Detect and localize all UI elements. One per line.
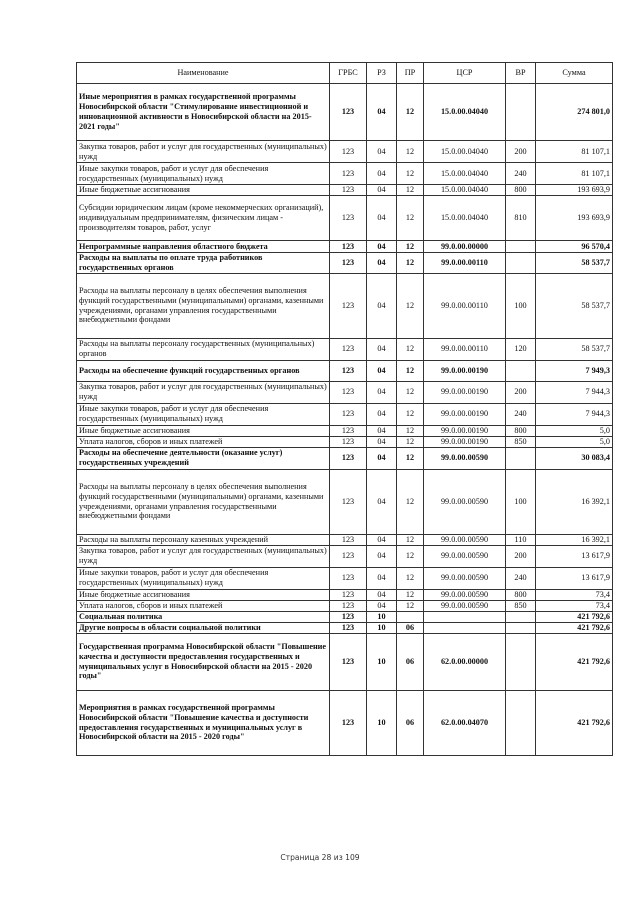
cell-rz: 04 [367, 360, 397, 381]
cell-vr [506, 447, 536, 469]
cell-csr: 15.0.00.04040 [424, 84, 506, 141]
cell-csr: 15.0.00.04040 [424, 196, 506, 241]
cell-pr: 12 [397, 253, 424, 274]
cell-pr: 12 [397, 589, 424, 600]
cell-vr [506, 253, 536, 274]
cell-sum: 73,4 [536, 589, 613, 600]
cell-sum: 193 693,9 [536, 185, 613, 196]
cell-sum: 73,4 [536, 600, 613, 611]
cell-sum: 13 617,9 [536, 545, 613, 567]
cell-vr: 110 [506, 534, 536, 545]
table-header-row [77, 63, 613, 84]
cell-pr: 12 [397, 469, 424, 534]
cell-pr: 12 [397, 403, 424, 425]
cell-grbs: 123 [330, 589, 367, 600]
cell-sum: 58 537,7 [536, 273, 613, 338]
cell-name: Иные бюджетные ассигнования [77, 589, 330, 600]
cell-grbs: 123 [330, 403, 367, 425]
cell-csr: 15.0.00.04040 [424, 185, 506, 196]
cell-grbs: 123 [330, 622, 367, 633]
cell-vr: 240 [506, 403, 536, 425]
cell-name: Уплата налогов, сборов и иных платежей [77, 600, 330, 611]
cell-sum: 13 617,9 [536, 567, 613, 589]
table-row [77, 403, 613, 425]
cell-name: Иные мероприятия в рамках государственной программы Новосибирской области "Стимулирование инвестиционной и инновационной активности в Новосибирской области на 2015-2021 годы" [77, 84, 330, 141]
cell-vr: 850 [506, 436, 536, 447]
cell-sum: 58 537,7 [536, 338, 613, 360]
cell-grbs: 123 [330, 84, 367, 141]
cell-csr: 99.0.00.00110 [424, 253, 506, 274]
cell-csr: 99.0.00.00590 [424, 469, 506, 534]
cell-vr: 850 [506, 600, 536, 611]
cell-sum: 81 107,1 [536, 163, 613, 185]
cell-grbs: 123 [330, 273, 367, 338]
table-row [77, 141, 613, 163]
cell-sum: 58 537,7 [536, 253, 613, 274]
cell-pr: 12 [397, 534, 424, 545]
cell-csr: 99.0.00.00190 [424, 381, 506, 403]
cell-name: Уплата налогов, сборов и иных платежей [77, 436, 330, 447]
header-sum: Сумма [536, 63, 613, 84]
cell-rz: 04 [367, 253, 397, 274]
cell-pr: 12 [397, 196, 424, 241]
cell-rz: 04 [367, 84, 397, 141]
cell-csr: 99.0.00.00590 [424, 567, 506, 589]
table-row [77, 84, 613, 141]
cell-csr [424, 622, 506, 633]
cell-pr: 12 [397, 163, 424, 185]
cell-rz: 10 [367, 611, 397, 622]
cell-name: Другие вопросы в области социальной политики [77, 622, 330, 633]
cell-csr: 99.0.00.00590 [424, 545, 506, 567]
table-row [77, 196, 613, 241]
cell-csr: 99.0.00.00590 [424, 589, 506, 600]
cell-rz: 04 [367, 545, 397, 567]
cell-grbs: 123 [330, 185, 367, 196]
cell-rz: 04 [367, 469, 397, 534]
cell-csr: 99.0.00.00190 [424, 436, 506, 447]
cell-pr: 12 [397, 84, 424, 141]
cell-sum: 7 944,3 [536, 403, 613, 425]
cell-rz: 04 [367, 185, 397, 196]
header-grbs: ГРБС [330, 63, 367, 84]
cell-grbs: 123 [330, 253, 367, 274]
cell-rz: 04 [367, 425, 397, 436]
cell-rz: 04 [367, 589, 397, 600]
cell-vr [506, 241, 536, 253]
header-pr: ПР [397, 63, 424, 84]
table-row [77, 534, 613, 545]
table-row [77, 185, 613, 196]
cell-grbs: 123 [330, 436, 367, 447]
cell-pr [397, 611, 424, 622]
cell-grbs: 123 [330, 360, 367, 381]
cell-grbs: 123 [330, 633, 367, 690]
cell-name: Иные закупки товаров, работ и услуг для обеспечения государственных (муниципальных) нужд [77, 567, 330, 589]
cell-rz: 04 [367, 196, 397, 241]
cell-pr: 12 [397, 360, 424, 381]
cell-name: Мероприятия в рамках государственной программы Новосибирской области "Повышение качества и доступности предоставления государственных и муниципальных услуг в Новосибирской области на 2015 - 2020 годы" [77, 690, 330, 755]
cell-name: Иные закупки товаров, работ и услуг для обеспечения государственных (муниципальных) нужд [77, 163, 330, 185]
cell-name: Государственная программа Новосибирской области "Повышение качества и доступности предоставления государственных и муниципальных услуг в Новосибирской области на 2015 - 2020 годы" [77, 633, 330, 690]
cell-name: Расходы на выплаты по оплате труда работников государственных органов [77, 253, 330, 274]
table-row [77, 633, 613, 690]
cell-rz: 04 [367, 403, 397, 425]
cell-grbs: 123 [330, 545, 367, 567]
cell-sum: 5,0 [536, 436, 613, 447]
cell-csr: 99.0.00.00000 [424, 241, 506, 253]
cell-sum: 7 944,3 [536, 381, 613, 403]
cell-rz: 04 [367, 338, 397, 360]
cell-vr: 200 [506, 141, 536, 163]
cell-grbs: 123 [330, 469, 367, 534]
cell-vr: 200 [506, 381, 536, 403]
cell-pr: 06 [397, 690, 424, 755]
cell-rz: 10 [367, 690, 397, 755]
cell-csr: 99.0.00.00590 [424, 600, 506, 611]
cell-vr [506, 611, 536, 622]
cell-sum: 96 570,4 [536, 241, 613, 253]
cell-grbs: 123 [330, 141, 367, 163]
cell-csr: 99.0.00.00110 [424, 338, 506, 360]
table-body [77, 84, 613, 756]
cell-name: Непрограммные направления областного бюджета [77, 241, 330, 253]
table-row [77, 589, 613, 600]
cell-csr: 62.0.00.00000 [424, 633, 506, 690]
cell-vr: 100 [506, 469, 536, 534]
cell-sum: 421 792,6 [536, 690, 613, 755]
cell-pr: 12 [397, 185, 424, 196]
cell-name: Расходы на обеспечение функций государственных органов [77, 360, 330, 381]
table-row [77, 567, 613, 589]
cell-csr: 99.0.00.00590 [424, 534, 506, 545]
cell-sum: 5,0 [536, 425, 613, 436]
cell-grbs: 123 [330, 196, 367, 241]
cell-sum: 421 792,6 [536, 622, 613, 633]
table-row [77, 436, 613, 447]
cell-pr: 12 [397, 273, 424, 338]
cell-vr [506, 84, 536, 141]
table-row [77, 622, 613, 633]
cell-csr: 62.0.00.04070 [424, 690, 506, 755]
cell-rz: 04 [367, 600, 397, 611]
cell-csr [424, 611, 506, 622]
header-name: Наименование [77, 63, 330, 84]
cell-vr [506, 622, 536, 633]
cell-rz: 04 [367, 141, 397, 163]
cell-name: Иные бюджетные ассигнования [77, 425, 330, 436]
cell-rz: 04 [367, 534, 397, 545]
cell-rz: 04 [367, 381, 397, 403]
cell-name: Расходы на выплаты персоналу в целях обеспечения выполнения функций государственными (муниципальными) органами, казенными учреждениями, органами управления государственными внебюджетными фондами [77, 469, 330, 534]
cell-vr [506, 690, 536, 755]
cell-rz: 04 [367, 241, 397, 253]
cell-name: Расходы на выплаты персоналу в целях обеспечения выполнения функций государственными (муниципальными) органами, казенными учреждениями, органами управления государственными внебюджетными фондами [77, 273, 330, 338]
cell-name: Иные бюджетные ассигнования [77, 185, 330, 196]
cell-pr: 12 [397, 567, 424, 589]
cell-vr [506, 633, 536, 690]
table-row [77, 545, 613, 567]
cell-pr: 12 [397, 436, 424, 447]
cell-grbs: 123 [330, 534, 367, 545]
cell-grbs: 123 [330, 567, 367, 589]
table-row [77, 360, 613, 381]
table-row [77, 253, 613, 274]
cell-sum: 421 792,6 [536, 611, 613, 622]
cell-rz: 04 [367, 436, 397, 447]
cell-grbs: 123 [330, 611, 367, 622]
table-row [77, 241, 613, 253]
cell-rz: 10 [367, 633, 397, 690]
table-row [77, 273, 613, 338]
cell-vr: 240 [506, 567, 536, 589]
cell-pr: 12 [397, 425, 424, 436]
page-footer: Страница 28 из 109 [280, 853, 360, 862]
cell-sum: 7 949,3 [536, 360, 613, 381]
cell-pr: 12 [397, 338, 424, 360]
cell-grbs: 123 [330, 338, 367, 360]
cell-grbs: 123 [330, 447, 367, 469]
cell-rz: 04 [367, 163, 397, 185]
cell-vr: 240 [506, 163, 536, 185]
cell-vr: 120 [506, 338, 536, 360]
cell-csr: 15.0.00.04040 [424, 163, 506, 185]
header-csr: ЦСР [424, 63, 506, 84]
cell-rz: 04 [367, 273, 397, 338]
table-row [77, 425, 613, 436]
cell-vr: 100 [506, 273, 536, 338]
cell-pr: 12 [397, 381, 424, 403]
table-row [77, 447, 613, 469]
cell-name: Расходы на выплаты персоналу казенных учреждений [77, 534, 330, 545]
cell-pr: 06 [397, 633, 424, 690]
table-row [77, 381, 613, 403]
cell-grbs: 123 [330, 241, 367, 253]
cell-grbs: 123 [330, 381, 367, 403]
cell-vr: 810 [506, 196, 536, 241]
cell-name: Расходы на обеспечение деятельности (оказание услуг) государственных учреждений [77, 447, 330, 469]
cell-vr [506, 360, 536, 381]
cell-rz: 04 [367, 567, 397, 589]
budget-table [76, 62, 613, 756]
cell-grbs: 123 [330, 425, 367, 436]
cell-sum: 81 107,1 [536, 141, 613, 163]
cell-name: Закупка товаров, работ и услуг для государственных (муниципальных) нужд [77, 141, 330, 163]
cell-sum: 421 792,6 [536, 633, 613, 690]
cell-pr: 06 [397, 622, 424, 633]
cell-pr: 12 [397, 545, 424, 567]
table-row [77, 338, 613, 360]
cell-vr: 200 [506, 545, 536, 567]
table-row [77, 600, 613, 611]
table-row [77, 690, 613, 755]
cell-name: Расходы на выплаты персоналу государственных (муниципальных) органов [77, 338, 330, 360]
cell-sum: 193 693,9 [536, 196, 613, 241]
cell-csr: 15.0.00.04040 [424, 141, 506, 163]
cell-csr: 99.0.00.00190 [424, 403, 506, 425]
cell-sum: 16 392,1 [536, 469, 613, 534]
header-vr: ВР [506, 63, 536, 84]
cell-csr: 99.0.00.00190 [424, 360, 506, 381]
cell-csr: 99.0.00.00110 [424, 273, 506, 338]
cell-name: Иные закупки товаров, работ и услуг для обеспечения государственных (муниципальных) нужд [77, 403, 330, 425]
cell-sum: 30 083,4 [536, 447, 613, 469]
cell-csr: 99.0.00.00590 [424, 447, 506, 469]
table-row [77, 611, 613, 622]
cell-csr: 99.0.00.00190 [424, 425, 506, 436]
cell-pr: 12 [397, 241, 424, 253]
cell-vr: 800 [506, 589, 536, 600]
header-rz: РЗ [367, 63, 397, 84]
table-row [77, 163, 613, 185]
cell-sum: 16 392,1 [536, 534, 613, 545]
cell-vr: 800 [506, 425, 536, 436]
cell-name: Закупка товаров, работ и услуг для государственных (муниципальных) нужд [77, 381, 330, 403]
cell-sum: 274 801,0 [536, 84, 613, 141]
cell-grbs: 123 [330, 600, 367, 611]
cell-rz: 04 [367, 447, 397, 469]
cell-pr: 12 [397, 141, 424, 163]
cell-rz: 10 [367, 622, 397, 633]
cell-grbs: 123 [330, 690, 367, 755]
table-row [77, 469, 613, 534]
cell-name: Социальная политика [77, 611, 330, 622]
cell-grbs: 123 [330, 163, 367, 185]
cell-name: Субсидии юридическим лицам (кроме некоммерческих организаций), индивидуальным предпринимателям, физическим лицам - производителям товаров, работ, услуг [77, 196, 330, 241]
cell-pr: 12 [397, 600, 424, 611]
cell-name: Закупка товаров, работ и услуг для государственных (муниципальных) нужд [77, 545, 330, 567]
cell-pr: 12 [397, 447, 424, 469]
cell-vr: 800 [506, 185, 536, 196]
